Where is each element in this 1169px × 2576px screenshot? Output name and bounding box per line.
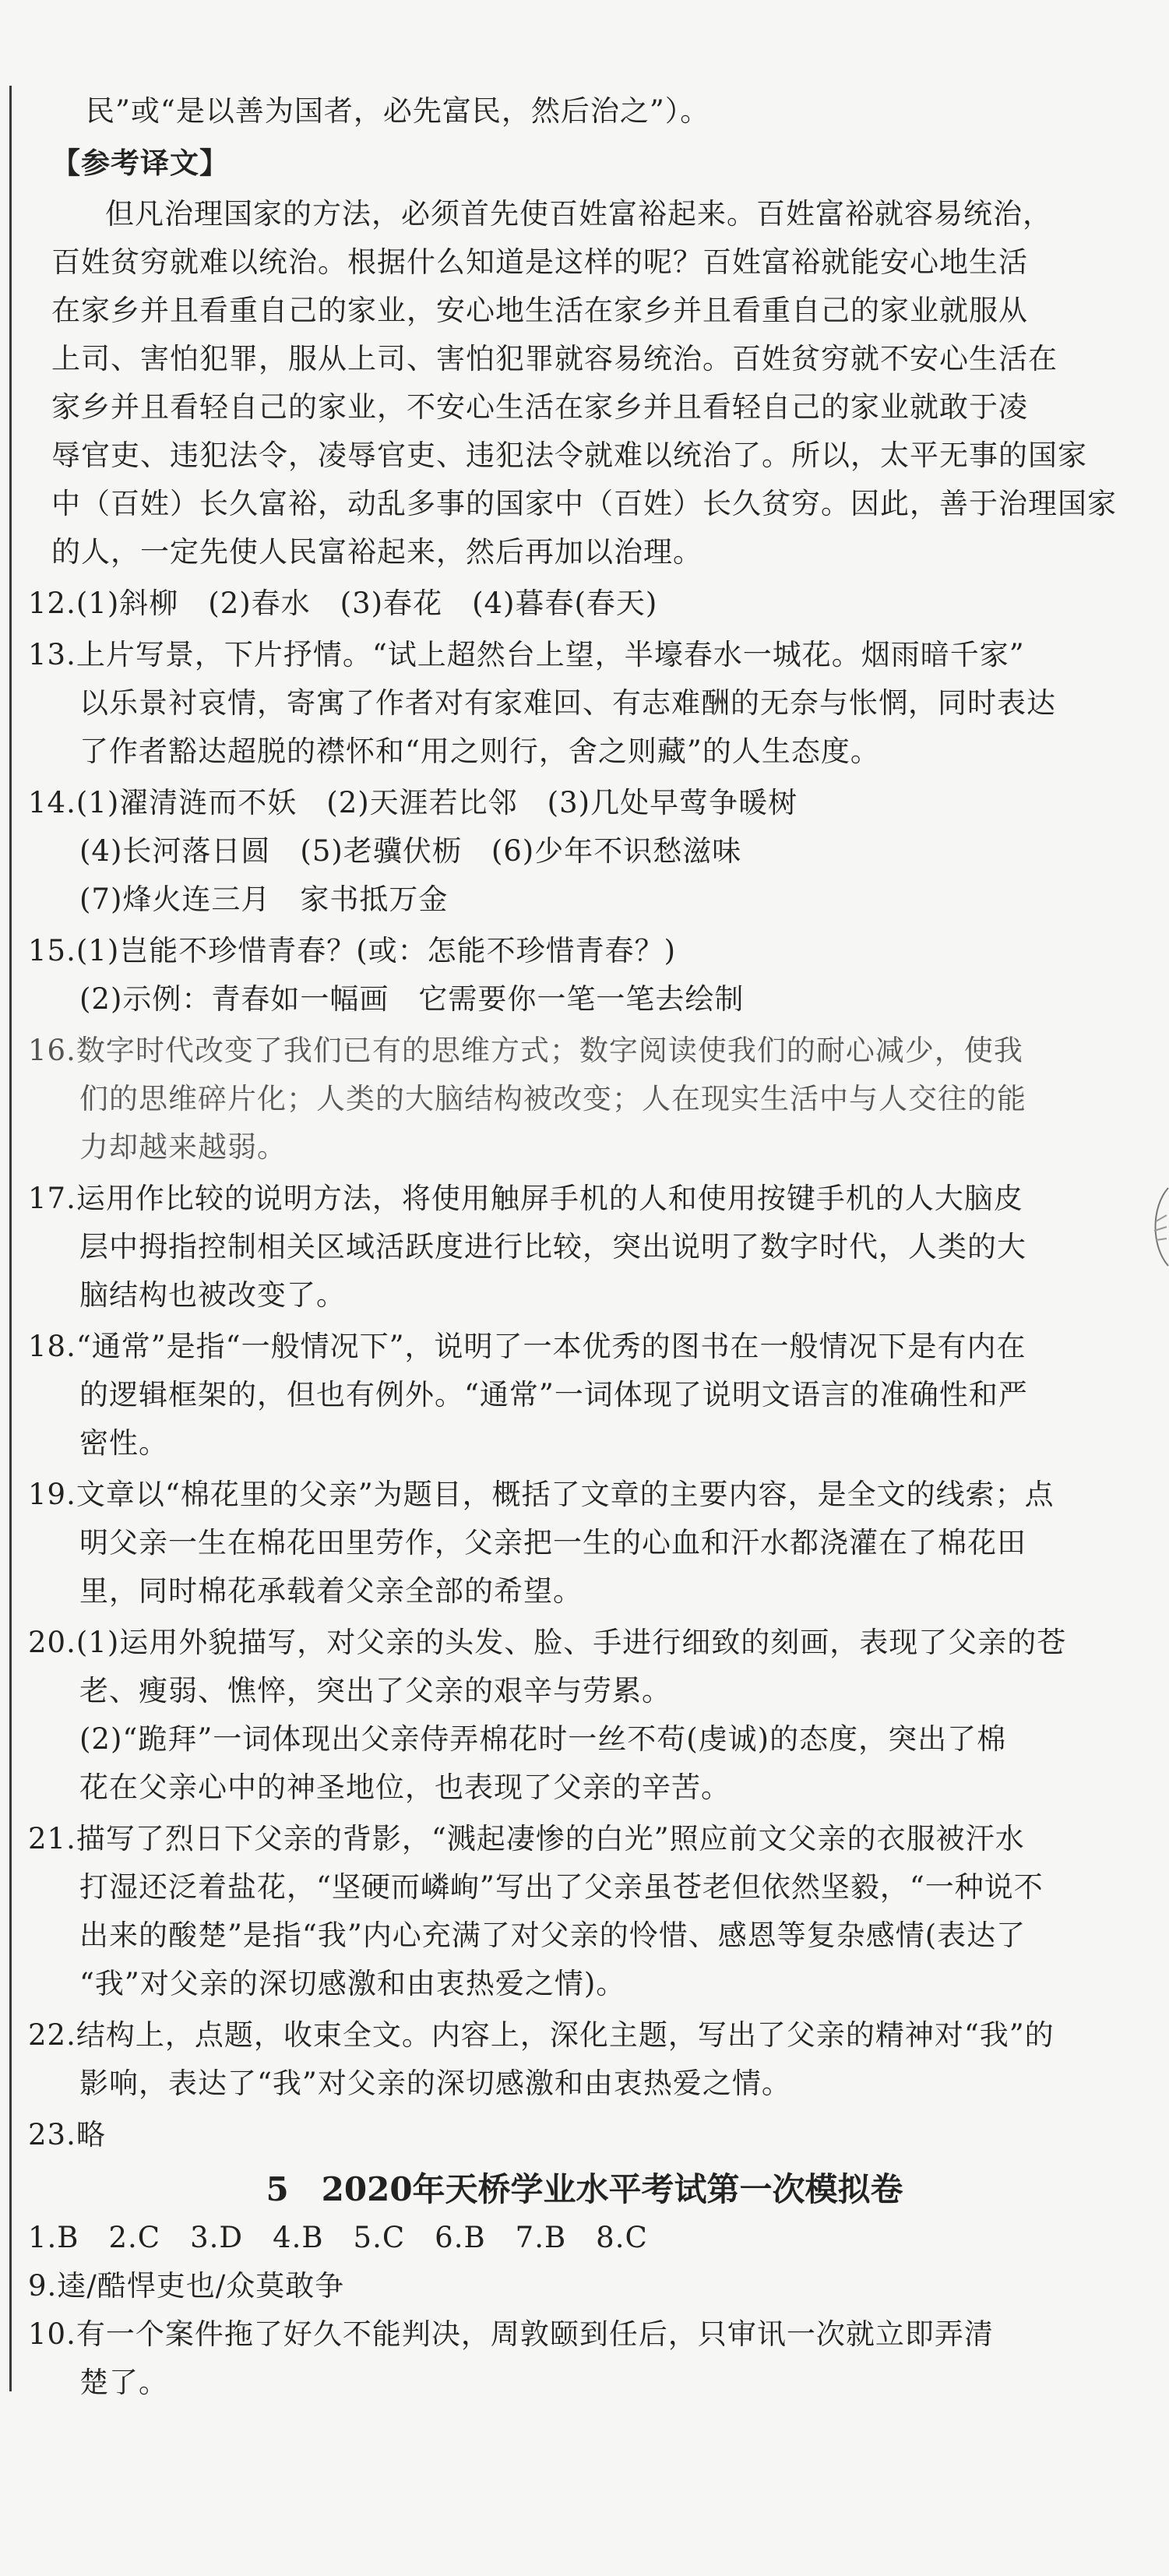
text-line: 以乐景衬哀情，寄寓了作者对有家难回、有志难酬的无奈与怅惘，同时表达 (79, 686, 1056, 720)
text-line: 在家乡并且看重自己的家业，安心地生活在家乡并且看重自己的家业就服从 (51, 294, 1028, 327)
text-line: “我”对父亲的深切感激和由衷热爱之情)。 (79, 1967, 626, 2000)
page-edge-decoration (1145, 1184, 1169, 1270)
answer-9: 9.逵/酷悍吏也/众莫敢争 (28, 2269, 345, 2303)
answer-12: 12.(1)斜柳 (2)春水 (3)春花 (4)暮春(春天) (28, 587, 658, 620)
text-line: 楚了。 (79, 2366, 168, 2399)
text-line: 但凡治理国家的方法，必须首先使百姓富裕起来。百姓富裕就容易统治， (105, 197, 1052, 231)
answer-13: 13.上片写景，下片抒情。“试上超然台上望，半壕春水一城花。烟雨暗千家” (28, 638, 1025, 671)
text-line: 了作者豁达超脱的襟怀和“用之则行，舍之则藏”的人生态度。 (79, 735, 880, 768)
answer-20: 20.(1)运用外貌描写，对父亲的头发、脸、手进行细致的刻画，表现了父亲的苍 (28, 1626, 1067, 1659)
left-margin-rule (9, 86, 12, 2391)
text-line: 出来的酸楚”是指“我”内心充满了对父亲的怜惜、感恩等复杂感情(表达了 (79, 1919, 1026, 1952)
text-line: 力却越来越弱。 (79, 1130, 287, 1164)
exam-section-title: 5 2020年天桥学业水平考试第一次模拟卷 (266, 2170, 903, 2208)
answer-14: 14.(1)濯清涟而不妖 (2)天涯若比邻 (3)几处早莺争暖树 (28, 786, 798, 819)
section-heading-reference-translation: 【参考译文】 (51, 146, 229, 180)
text-line: 百姓贫穷就难以统治。根据什么知道是这样的呢？百姓富裕就能安心地生活 (51, 245, 1028, 279)
answer-23: 23.略 (28, 2118, 106, 2151)
text-line: 上司、害怕犯罪，服从上司、害怕犯罪就容易统治。百姓贫穷就不安心生活在 (51, 342, 1058, 375)
text-line: 密性。 (79, 1426, 168, 1460)
text-line: 民”或“是以善为国者，必先富民，然后治之”）。 (86, 94, 710, 128)
answer-18: 18.“通常”是指“一般情况下”，说明了一本优秀的图书在一般情况下是有内在 (28, 1330, 1026, 1363)
text-line: 老、瘦弱、憔悴，突出了父亲的艰辛与劳累。 (79, 1674, 671, 1707)
answer-10: 10.有一个案件拖了好久不能判决，周敦颐到任后，只审讯一次就立即弄清 (28, 2317, 994, 2351)
text-line: 花在父亲心中的神圣地位，也表现了父亲的辛苦。 (79, 1771, 731, 1804)
text-line: (2)示例：青春如一幅画 它需要你一笔一笔去绘制 (79, 982, 745, 1016)
answer-multiple-choice: 1.B 2.C 3.D 4.B 5.C 6.B 7.B 8.C (28, 2221, 648, 2254)
text-line: 层中拇指控制相关区域活跃度进行比较，突出说明了数字时代，人类的大 (79, 1230, 1026, 1263)
answer-16: 16.数字时代改变了我们已有的思维方式；数字阅读使我们的耐心减少，使我 (28, 1034, 1023, 1067)
text-line: (2)“跪拜”一词体现出父亲侍弄棉花时一丝不苟(虔诚)的态度，突出了棉 (79, 1722, 1007, 1756)
text-line: 家乡并且看轻自己的家业，不安心生活在家乡并且看轻自己的家业就敢于凌 (51, 390, 1028, 424)
answer-19: 19.文章以“棉花里的父亲”为题目，概括了文章的主要内容，是全文的线索；点 (28, 1478, 1055, 1511)
text-line: 里，同时棉花承载着父亲全部的希望。 (79, 1574, 583, 1608)
text-line: 的逻辑框架的，但也有例外。“通常”一词体现了说明文语言的准确性和严 (79, 1378, 1028, 1411)
text-line: 们的思维碎片化；人类的大脑结构被改变；人在现实生活中与人交往的能 (79, 1082, 1026, 1115)
text-line: 明父亲一生在棉花田里劳作，父亲把一生的心血和汗水都浇灌在了棉花田 (79, 1526, 1026, 1559)
answer-21: 21.描写了烈日下父亲的背影，“溅起凄惨的白光”照应前文父亲的衣服被汗水 (28, 1822, 1025, 1855)
text-line: 辱官吏、违犯法令，凌辱官吏、违犯法令就难以统治了。所以，太平无事的国家 (51, 439, 1087, 472)
answer-15: 15.(1)岂能不珍惜青春？(或：怎能不珍惜青春？) (28, 934, 677, 967)
text-line: 影响，表达了“我”对父亲的深切感激和由衷热爱之情。 (79, 2067, 791, 2100)
text-line: 打湿还泛着盐花，“坚硬而嶙峋”写出了父亲虽苍老但依然坚毅，“一种说不 (79, 1870, 1044, 1904)
answer-17: 17.运用作比较的说明方法，将使用触屏手机的人和使用按键手机的人大脑皮 (28, 1182, 1023, 1215)
answer-22: 22.结构上，点题，收束全文。内容上，深化主题，写出了父亲的精神对“我”的 (28, 2018, 1055, 2052)
text-line: 中（百姓）长久富裕，动乱多事的国家中（百姓）长久贫穷。因此，善于治理国家 (51, 487, 1117, 520)
text-line: (7)烽火连三月 家书抵万金 (79, 883, 449, 916)
text-line: 脑结构也被改变了。 (79, 1278, 346, 1312)
text-line: (4)长河落日圆 (5)老骥伏枥 (6)少年不识愁滋味 (79, 834, 742, 868)
text-line: 的人，一定先使人民富裕起来，然后再加以治理。 (51, 535, 702, 569)
